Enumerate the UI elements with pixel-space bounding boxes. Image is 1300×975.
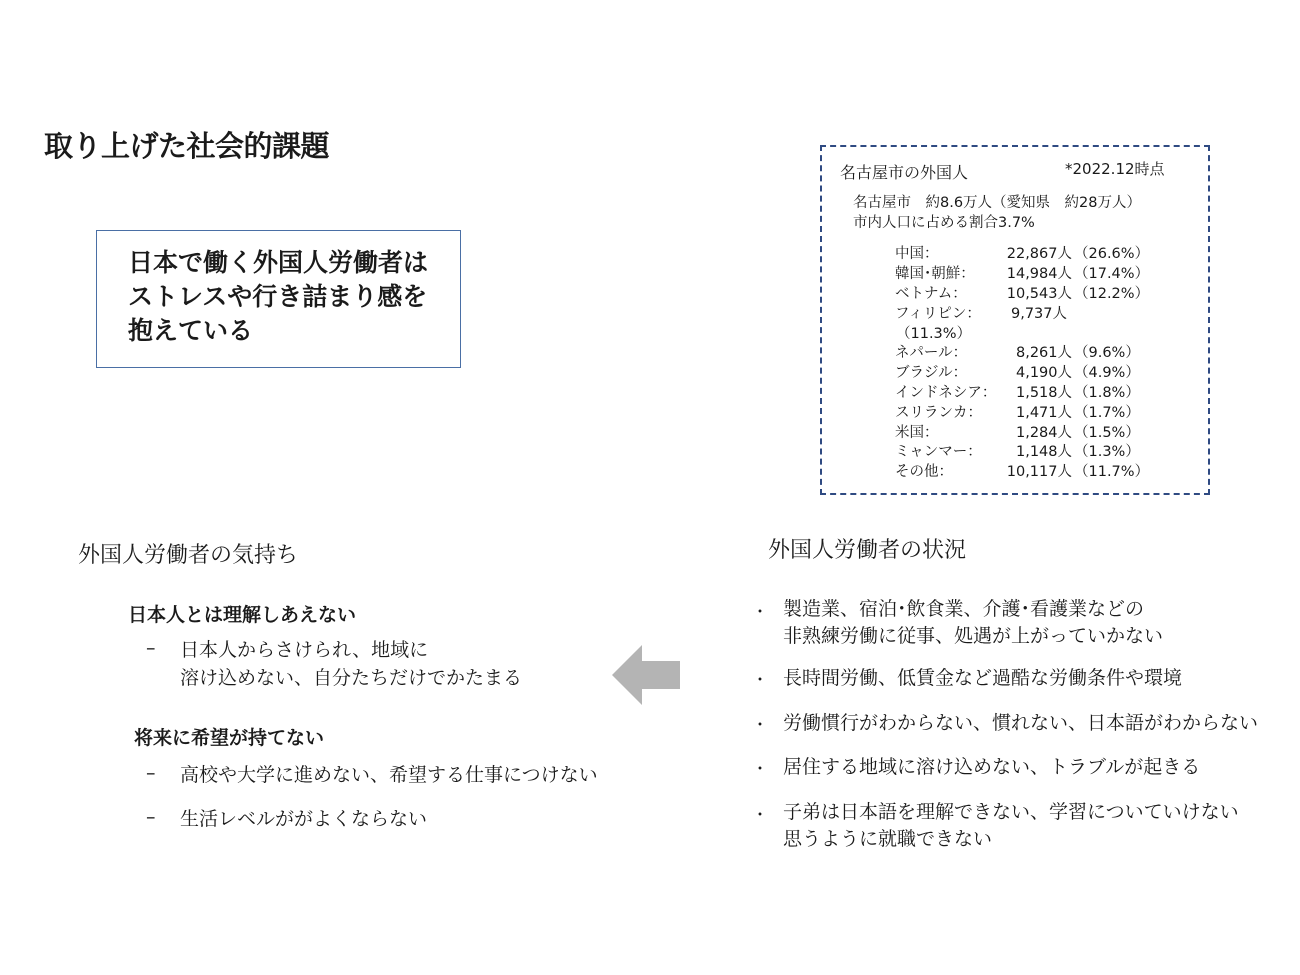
stats-summary-line-1: 名古屋市 約8.6万人（愛知県 約28万人） xyxy=(853,195,1142,211)
stat-count: 22,867人 xyxy=(1006,246,1072,262)
stat-country: ブラジル： xyxy=(895,365,968,381)
stat-count: 1,471人 xyxy=(1015,405,1072,421)
bullet-dot: ・ xyxy=(752,805,769,824)
bullet-dot: ・ xyxy=(752,715,769,734)
stats-title: 名古屋市の外国人 xyxy=(840,163,969,182)
stat-count: 4,190人 xyxy=(1015,365,1072,381)
feelings-heading: 外国人労働者の気持ち xyxy=(78,543,299,568)
stat-count: 10,543人 xyxy=(1006,286,1072,302)
stat-country: ベトナム： xyxy=(895,286,967,302)
stat-percent: （12.2%） xyxy=(1074,286,1150,302)
bullet-dot: ・ xyxy=(752,670,769,689)
dash-marker: – xyxy=(146,762,156,784)
feeling-group-heading: 将来に希望が持てない xyxy=(134,727,325,749)
feeling-item: 高校や大学に進めない、希望する仕事につけない xyxy=(180,764,598,786)
stat-country: 中国： xyxy=(895,246,939,262)
left-arrow-icon xyxy=(612,643,682,707)
stat-country: その他： xyxy=(895,464,953,480)
stat-count: 8,261人 xyxy=(1015,345,1072,361)
stat-count: 1,284人 xyxy=(1015,425,1072,441)
stat-country: 米国： xyxy=(895,425,939,441)
stat-country: ネパール： xyxy=(895,345,968,361)
bullet-dot: ・ xyxy=(752,759,769,778)
stat-percent: （1.5%） xyxy=(1074,425,1140,441)
stats-summary-line-2: 市内人口に占める割合3.7% xyxy=(853,215,1035,231)
page-title: 取り上げた社会的課題 xyxy=(44,129,330,163)
situation-item: 製造業、宿泊･飲食業、介護･看護業などの 非熟練労働に従事、処遇が上がっていかない xyxy=(783,598,1164,647)
situation-item: 長時間労働、低賃金など過酷な労働条件や環境 xyxy=(783,667,1183,689)
stat-count: 1,148人 xyxy=(1015,444,1072,460)
dash-marker: – xyxy=(146,637,156,659)
problem-statement-text: 日本で働く外国人労働者は ストレスや行き詰まり感を 抱えている xyxy=(128,248,429,345)
stat-percent: （1.7%） xyxy=(1074,405,1140,421)
situation-item: 居住する地域に溶け込めない、トラブルが起きる xyxy=(783,756,1201,778)
stat-country: フィリピン： xyxy=(895,306,981,322)
stat-percent: （9.6%） xyxy=(1074,345,1140,361)
feeling-item: 日本人からさけられ、地域に 溶け込めない、自分たちだけでかたまる xyxy=(180,639,523,689)
stat-percent: （17.4%） xyxy=(1074,266,1150,282)
stat-country: 韓国･朝鮮： xyxy=(895,266,975,282)
stat-count: 14,984人 xyxy=(1006,266,1072,282)
stat-country: ミャンマー： xyxy=(895,444,982,460)
stats-summary xyxy=(853,193,1141,233)
stat-country: スリランカ： xyxy=(895,405,982,421)
situation-item: 労働慣行がわからない、慣れない、日本語がわからない xyxy=(783,712,1259,734)
situation-item: 子弟は日本語を理解できない、学習についていけない 思うように就職できない xyxy=(783,801,1239,850)
stat-percent: （11.7%） xyxy=(1074,464,1150,480)
stat-percent: （1.3%） xyxy=(1074,444,1140,460)
bullet-dot: ・ xyxy=(752,602,769,621)
stat-percent: （11.3%） xyxy=(896,326,972,342)
stat-percent: （1.8%） xyxy=(1074,385,1140,401)
stat-percent: （4.9%） xyxy=(1074,365,1140,381)
stat-count: 10,117人 xyxy=(1006,464,1072,480)
stat-country: インドネシア： xyxy=(895,385,997,401)
stat-percent: （26.6%） xyxy=(1074,246,1150,262)
feeling-item: 生活レベルががよくならない xyxy=(180,808,428,830)
feeling-group-heading: 日本人とは理解しあえない xyxy=(128,604,357,626)
stat-count: 1,518人 xyxy=(1015,385,1072,401)
dash-marker: – xyxy=(146,806,156,828)
stats-date-note: *2022.12時点 xyxy=(1065,160,1165,178)
situation-heading: 外国人労働者の状況 xyxy=(768,538,967,563)
stat-count: 9,737人 xyxy=(1010,306,1067,322)
